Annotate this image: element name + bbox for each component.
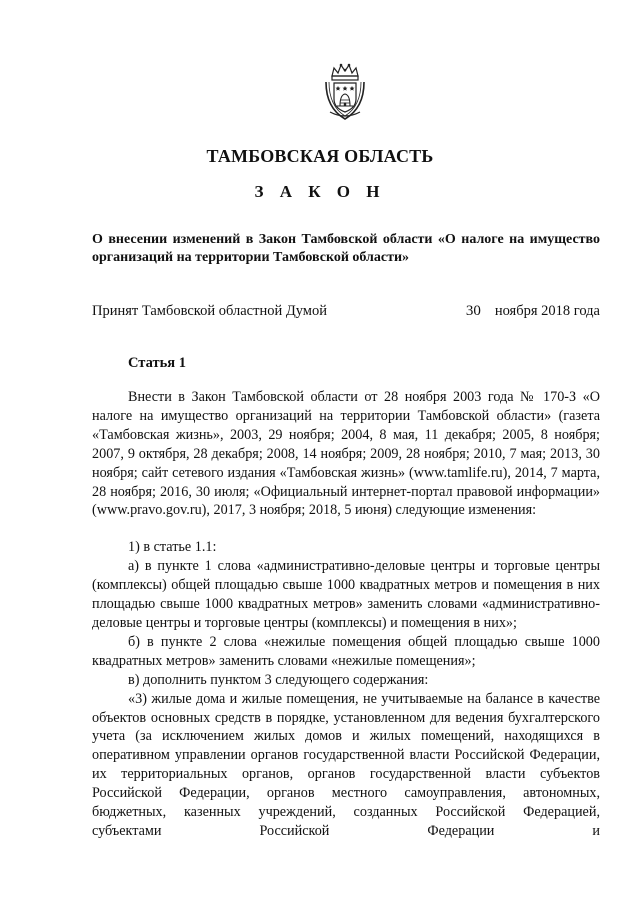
law-title: О внесении изменений в Закон Тамбовской области «О налоге на имущество организаций на территории Тамбовской области» (92, 232, 600, 265)
item-1b: б) в пункте 2 слова «нежилые помещения общей площадью свыше 1000 квадратных метров» заменить словами «нежилые помещения»; (92, 633, 600, 669)
adoption-day: 30 (465, 303, 481, 319)
item-1a: а) в пункте 1 слова «административно-деловые центры и торговые центры (комплексы) общей площадью свыше 1000 квадратных метров и помещения в них площадью свыше 1000 квадратных метров» заменить словами «административно-деловые центры и торговые центры (комплексы) и помещения в них»; (92, 558, 600, 631)
adoption-date (466, 302, 600, 320)
article-heading: Статья 1 (128, 355, 186, 371)
article-body (92, 388, 600, 841)
region-heading: ТАМБОВСКАЯ ОБЛАСТЬ (206, 146, 434, 166)
intro-paragraph: Внести в Закон Тамбовской области от 28 ноября 2003 года № 170-З «О налоге на имущество организаций на территории Тамбовской области» (газета «Тамбовская жизнь», 2003, 29 ноября; 2004, 8 мая, 11 декабря; 2005, 8 ноября; 2007, 9 октября, 28 декабря; 2008, 14 ноября; 2009, 28 ноября; 2010, 7 мая; 2013, 30 ноября; сайт сетевого издания «Тамбовская жизнь» (www.tamlife.ru), 2014, 7 марта, 28 ноября; 2016, 30 июля; «Официальный интернет-портал правовой информации» (www.pravo.gov.ru), 2017, 3 ноября; 2018, 5 июня) следующие изменения: (92, 389, 600, 519)
coat-of-arms-icon (322, 62, 368, 122)
item-1c: в) дополнить пунктом 3 следующего содержания: (128, 671, 429, 688)
law-heading: З А К О Н (254, 182, 386, 201)
adoption-month-year: ноября 2018 года (494, 303, 600, 319)
item-3-text: «3) жилые дома и жилые помещения, не учитываемые на балансе в качестве объектов основных средств в порядке, установленном для ведения бухгалтерского учета (за исключением жилых домов и жилых помещений, находящихся в оперативном управлении органов государственной власти Российской Федерации, их территориальных органов, органов государственной власти субъектов Российской Федерации, органов местного самоуправления, автономных, бюджетных, казенных учреждений, созданных Российской Федерацией, субъектами Российской Федерации и (92, 690, 600, 839)
adopted-by: Принят Тамбовской областной Думой (92, 303, 327, 319)
item-1: 1) в статье 1.1: (128, 539, 217, 556)
